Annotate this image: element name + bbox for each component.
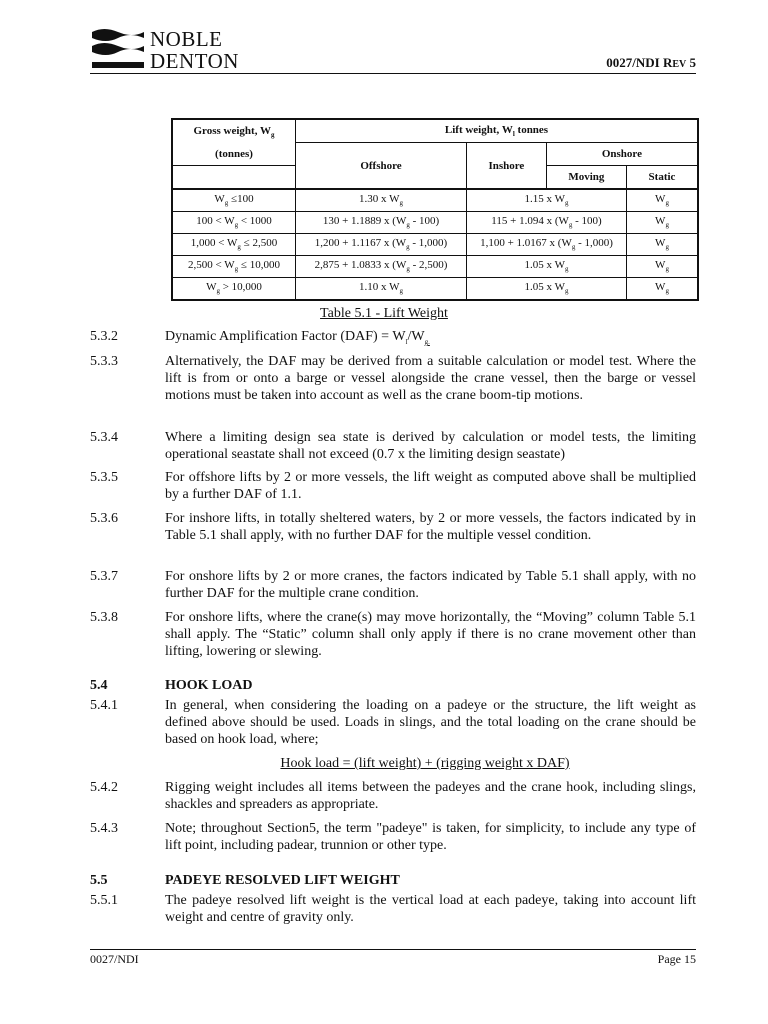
table-caption: Table 5.1 - Lift Weight	[320, 306, 448, 321]
section-number: 5.3.3	[90, 354, 118, 369]
col-header-lift-weight: Lift weight, $W_l$ tonnes	[296, 119, 699, 143]
section-5-4-2	[90, 779, 696, 813]
section-number: 5.3.6	[90, 511, 118, 526]
hook-load-formula: Hook load = (lift weight) + (rigging weight x DAF)	[280, 756, 570, 771]
section-5-3-5	[90, 469, 696, 503]
section-5-3-4	[90, 429, 696, 463]
section-5-3-3	[90, 353, 696, 404]
table-row: $1,000 < W_g \le 2,500$ 1,200 + 1.1167 x $(W_g - 1,000)$ 1,100 + 1.0167 x $(W_g - 1,000)$ $W_g$	[172, 234, 698, 256]
section-text: For onshore lifts by 2 or more cranes, the factors indicated by Table 5.1 shall apply, with no further DAF for the multiple crane condition.	[165, 569, 696, 601]
section-text: Note; throughout Section5, the term "padeye" is taken, for simplicity, to include any type of lift point, including padear, trunnion or other type.	[165, 821, 696, 853]
table-row: $2,500 < W_g \le 10,000$ 2,875 + 1.0833 x $(W_g - 2,500)$ 1.05 x $W_g$ $W_g$	[172, 256, 698, 278]
table-row: $W_g \le 100$ 1.30 x $W_g$ 1.15 x $W_g$ $W_g$	[172, 189, 698, 212]
section-number: 5.4	[90, 678, 108, 693]
header-doc-ref: 0027/NDI REV 5	[606, 55, 696, 70]
section-heading-5-5	[90, 872, 696, 889]
col-header-onshore: Onshore	[546, 143, 698, 166]
logo-wordmark	[150, 28, 239, 72]
col-header-moving: Moving	[546, 166, 626, 190]
section-text: For offshore lifts by 2 or more vessels, the lift weight as computed above shall be multiplied by a further DAF of 1.1.	[165, 470, 696, 502]
section-5-3-6	[90, 510, 696, 544]
section-number: 5.4.2	[90, 780, 118, 795]
section-number: 5.3.5	[90, 470, 118, 485]
section-5-3-7	[90, 568, 696, 602]
col-header-static: Static	[627, 166, 699, 190]
section-number: 5.4.3	[90, 821, 118, 836]
footer-doc-ref: 0027/NDI	[90, 952, 139, 966]
logo-line2: DENTON	[150, 49, 239, 73]
table-row: $W_g > 10,000$ 1.10 x $W_g$ 1.05 x $W_g$ $W_g$	[172, 278, 698, 301]
section-text: The padeye resolved lift weight is the vertical load at each padeye, taking into account lift weight and centre of gravity only.	[165, 893, 696, 925]
section-number: 5.3.4	[90, 430, 118, 445]
footer-divider	[90, 949, 696, 950]
section-text: In general, when considering the loading on a padeye or the structure, the lift weight as defined above should be used. Loads in slings, and the total loading on the crane should be based on hook load, where;	[165, 698, 696, 747]
section-number: 5.4.1	[90, 698, 118, 713]
section-5-3-8	[90, 609, 696, 660]
section-number: 5.3.2	[90, 329, 118, 344]
section-number: 5.3.8	[90, 610, 118, 625]
section-5-4-1	[90, 697, 696, 748]
col-header-inshore: Inshore	[467, 143, 547, 190]
lift-weight-table	[171, 118, 699, 301]
section-text: Dynamic Amplification Factor $(DAF) = W_l/W_{g.}$	[165, 329, 430, 346]
section-text: Where a limiting design sea state is derived by calculation or model tests, the limiting operational seastate shall not exceed (0.7 x the limiting design seastate)	[165, 430, 696, 462]
page-number: Page 15	[657, 952, 696, 966]
section-5-4-3	[90, 820, 696, 854]
col-header-gross-weight: Gross weight, $W_g$ (tonnes)	[172, 119, 296, 166]
col-header-offshore: Offshore	[296, 143, 467, 190]
section-text: Rigging weight includes all items between the padeyes and the crane hook, including slings, shackles and spreaders as appropriate.	[165, 780, 696, 812]
table-row: $100 < W_g < 1000$ 130 + 1.1889 x $(W_g - 100)$ 115 + 1.094 x $(W_g - 100)$ $W_g$	[172, 212, 698, 234]
section-number: 5.5	[90, 873, 108, 888]
logo-line1: NOBLE	[150, 27, 223, 51]
section-text: For inshore lifts, in totally sheltered waters, by 2 or more vessels, the factors indicated by in Table 5.1 shall apply, with no further DAF for the multiple vessel condition.	[165, 511, 696, 543]
section-text: For onshore lifts, where the crane(s) may move horizontally, the “Moving” column Table 5.1 shall apply. The “Static” column shall only apply if there is no crane movement other than lifting, lowering or slewing.	[165, 610, 696, 659]
section-title: HOOK LOAD	[165, 678, 253, 693]
section-text: Alternatively, the DAF may be derived from a suitable calculation or model test. Where the lift is from or onto a barge or vessel alongside the crane vessel, then the barge or vessel motions must be taken into account as well as the crane boom-tip motions.	[165, 354, 696, 403]
section-5-3-2	[90, 328, 696, 351]
section-5-5-1	[90, 892, 696, 926]
section-title: PADEYE RESOLVED LIFT WEIGHT	[165, 873, 400, 888]
logo-waves-icon	[90, 26, 146, 72]
header-divider	[90, 73, 696, 74]
section-number: 5.5.1	[90, 893, 118, 908]
section-number: 5.3.7	[90, 569, 118, 584]
section-heading-5-4	[90, 677, 696, 694]
